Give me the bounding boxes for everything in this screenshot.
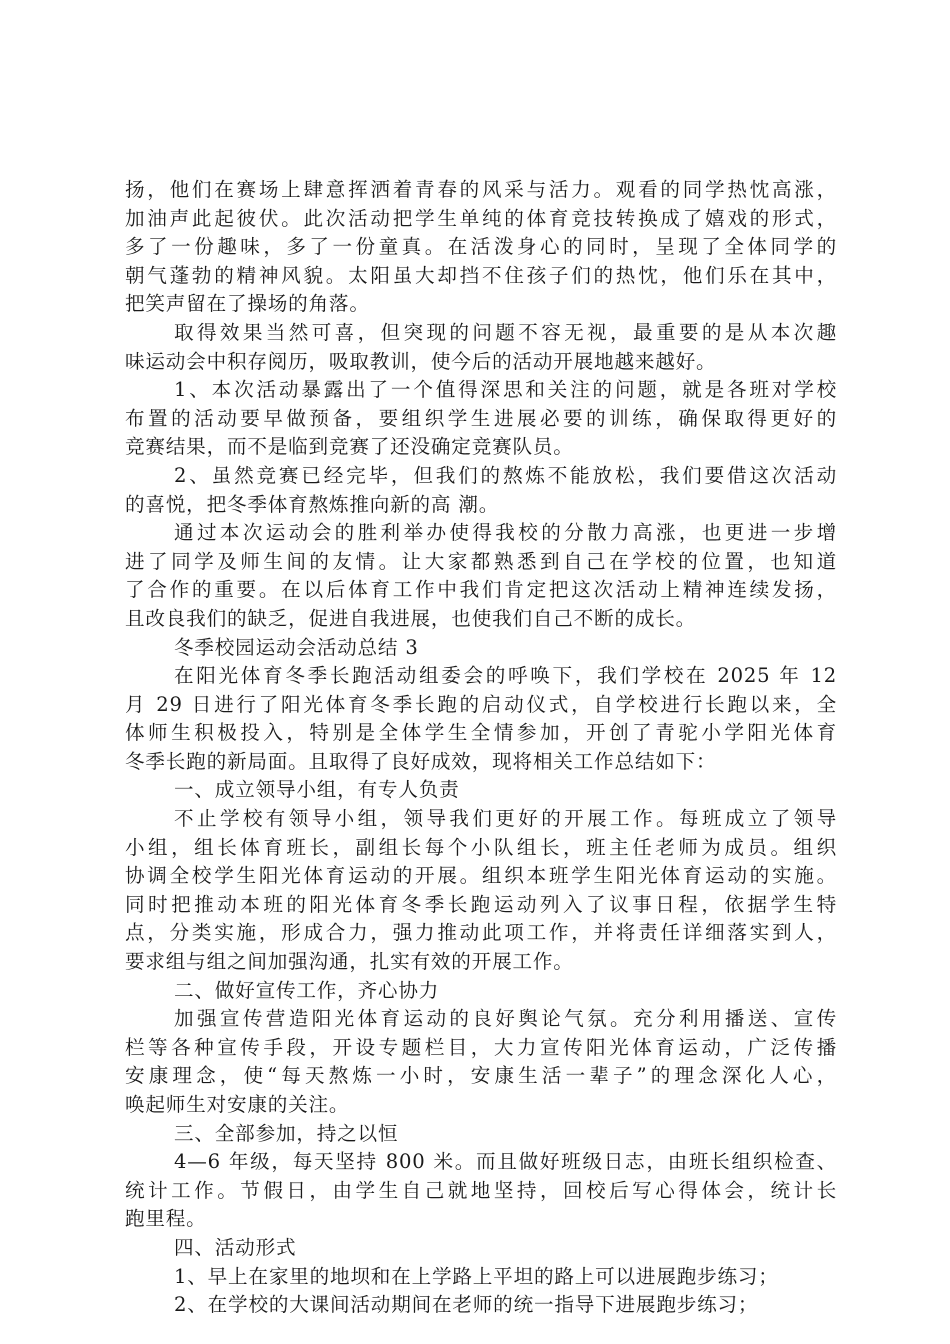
text-line: 多了一份趣味，多了一份童真。在活泼身心的同时，呈现了全体同学的 [125,235,837,259]
text-line: 且改良我们的缺乏，促进自我进展，也使我们自己不断的成长。 [125,606,697,630]
subheading: 三、全部参加，持之以恒 [174,1121,399,1145]
text-line: 跑里程。 [125,1207,207,1231]
text-line: 把笑声留在了操场的角落。 [125,292,370,316]
text-line: 4—6 年级，每天坚持 800 米。而且做好班级日志，由班长组织检查、 [174,1150,837,1174]
text-line: 在阳光体育冬季长跑活动组委会的呼唤下，我们学校在 2025 年 12 [174,664,837,688]
subheading: 四、活动形式 [174,1235,297,1259]
text-line: 了合作的重要。在以后体育工作中我们肯定把这次活动上精神连续发扬， [125,578,837,602]
text-line: 进了同学及师生间的友情。让大家都熟悉到自己在学校的位置，也知道 [125,549,837,573]
text-line: 竞赛结果，而不是临到竞赛了还没确定竞赛队员。 [125,435,574,459]
document-body [125,176,837,1320]
text-line: 协调全校学生阳光体育运动的开展。组织本班学生阳光体育运动的实施。 [125,864,837,888]
text-line: 点，分类实施，形成合力，强力推动此项工作，并将责任详细落实到人， [125,921,837,945]
text-line: 通过本次运动会的胜利举办使得我校的分散力高涨，也更进一步增 [174,521,837,545]
text-line: 2、在学校的大课间活动期间在老师的统一指导下进展跑步练习； [174,1293,759,1317]
text-line: 不止学校有领导小组，领导我们更好的开展工作。每班成立了领导 [174,807,837,831]
text-line: 1、本次活动暴露出了一个值得深思和关注的问题，就是各班对学校 [174,378,837,402]
text-line: 加强宣传营造阳光体育运动的良好舆论气氛。充分利用播送、宣传 [174,1007,837,1031]
text-line: 统计工作。节假日，由学生自己就地坚持，回校后写心得体会，统计长 [125,1178,837,1202]
text-line: 冬季长跑的新局面。且取得了良好成效，现将相关工作总结如下： [125,749,717,773]
text-line: 安康理念，使“每天熬炼一小时，安康生活一辈子”的理念深化人心， [125,1064,837,1088]
text-line: 要求组与组之间加强沟通，扎实有效的开展工作。 [125,950,574,974]
text-line: 布置的活动要早做预备，要组织学生进展必要的训练，确保取得更好的 [125,406,837,430]
text-line: 的喜悦，把冬季体育熬炼推向新的高 潮。 [125,492,500,516]
text-line: 加油声此起彼伏。此次活动把学生单纯的体育竞技转换成了嬉戏的形式， [125,206,837,230]
text-line: 2、虽然竞赛已经完毕，但我们的熬炼不能放松，我们要借这次活动 [174,463,837,487]
text-line: 唤起师生对安康的关注。 [125,1093,350,1116]
text-line: 体师生积极投入，特别是全体学生全情参加，开创了青驼小学阳光体育 [125,721,837,745]
text-line: 1、早上在家里的地坝和在上学路上平坦的路上可以进展跑步练习； [174,1264,779,1288]
text-line: 月 29 日进行了阳光体育冬季长跑的启动仪式，自学校进行长跑以来，全 [125,692,837,716]
text-line: 小组，组长体育班长，副组长每个小队组长，班主任老师为成员。组织 [125,835,837,859]
section-heading: 冬季校园运动会活动总结 3 [174,635,419,659]
subheading: 一、成立领导小组，有专人负责 [174,778,460,802]
subheading: 二、做好宣传工作，齐心协力 [174,978,440,1002]
text-line: 朝气蓬勃的精神风貌。太阳虽大却挡不住孩子们的热忱，他们乐在其中， [125,263,837,287]
text-line: 同时把推动本班的阳光体育冬季长跑运动列入了议事日程，依据学生特 [125,892,837,916]
text-line: 栏等各种宣传手段，开设专题栏目，大力宣传阳光体育运动，广泛传播 [125,1035,837,1059]
text-line: 味运动会中积存阅历，吸取教训，使今后的活动开展地越来越好。 [125,349,717,373]
text-line: 取得效果当然可喜，但突现的问题不容无视，最重要的是从本次趣 [174,320,837,344]
text-line: 扬，他们在赛场上肆意挥洒着青春的风采与活力。观看的同学热忱高涨， [125,178,837,201]
